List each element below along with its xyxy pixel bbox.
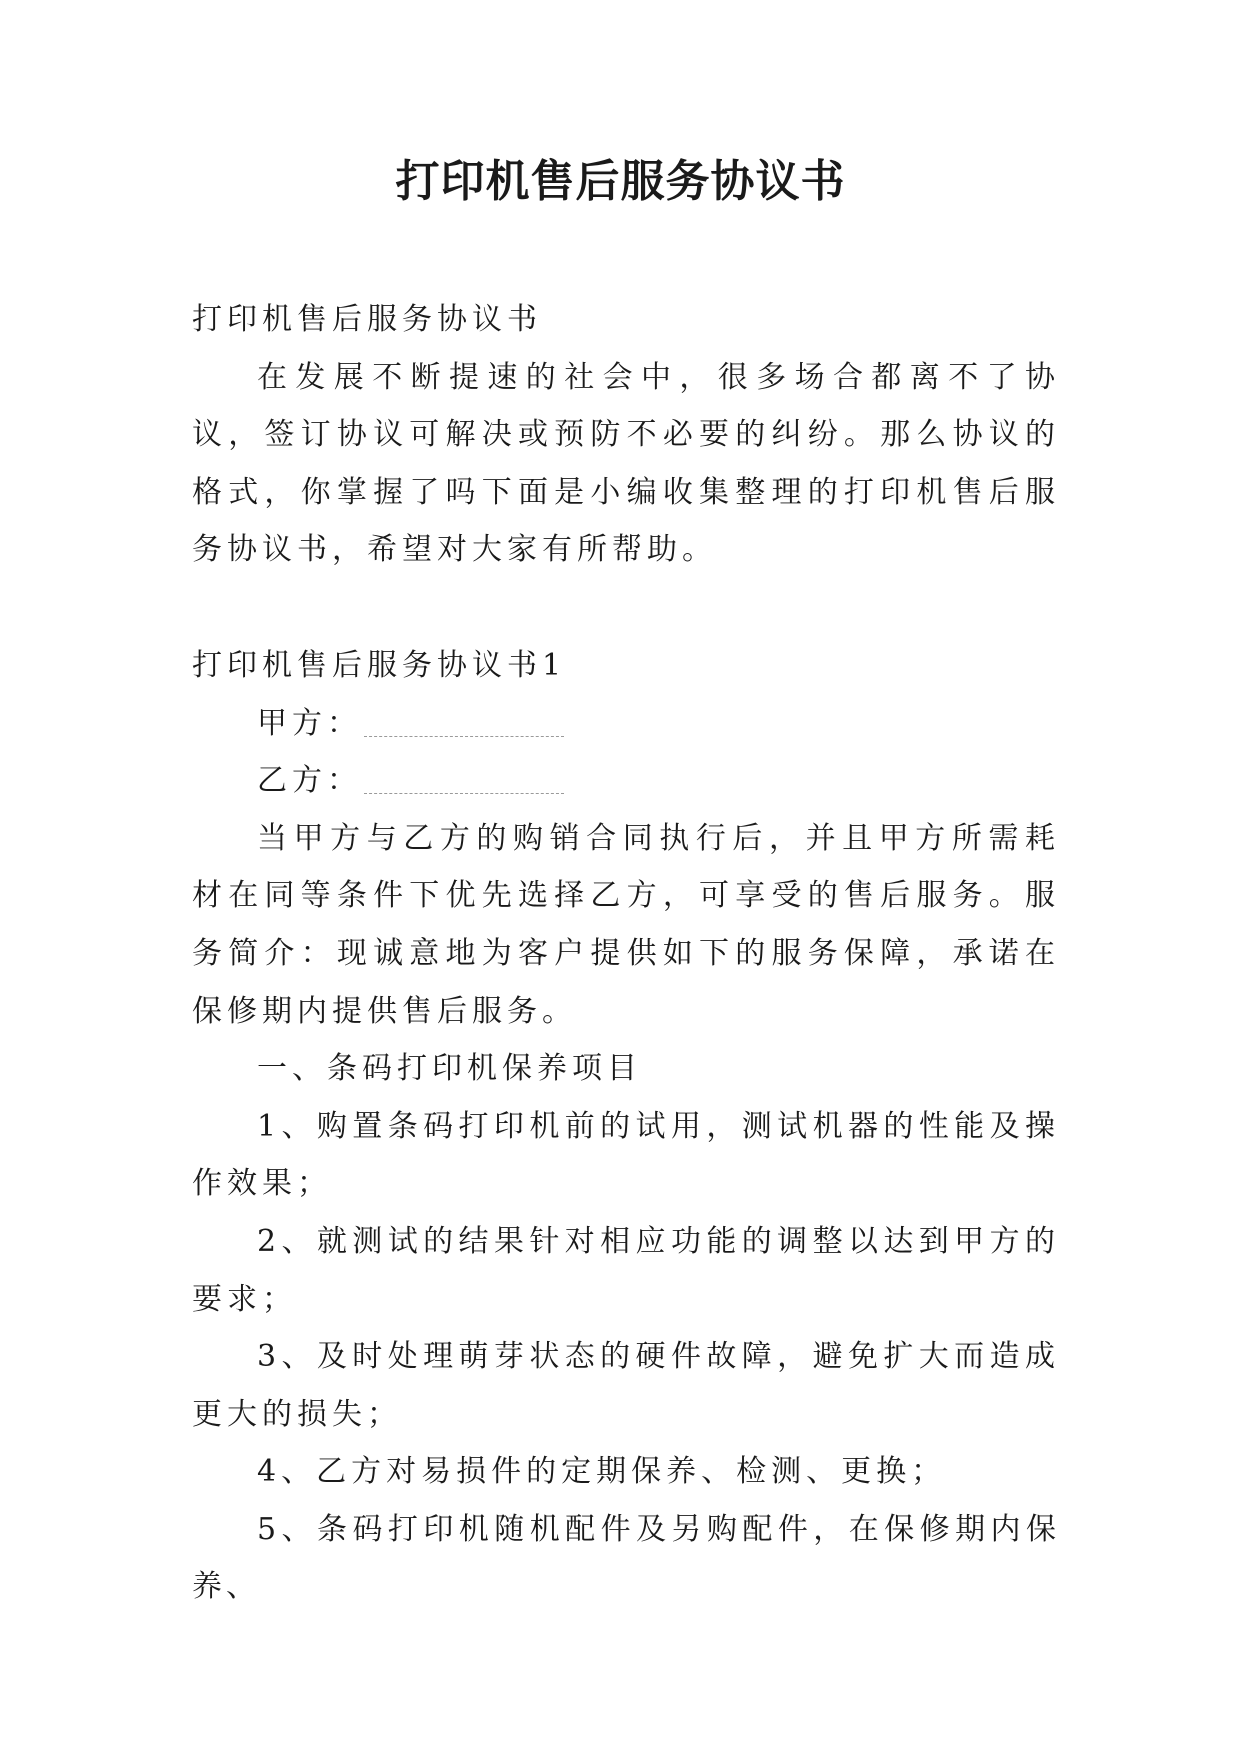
document-title: 打印机售后服务协议书 (395, 156, 846, 207)
party-b-line (192, 752, 1060, 810)
list-item: 1、购置条码打印机前的试用，测试机器的性能及操作效果； (192, 1108, 1060, 1202)
list-item: 2、就测试的结果针对相应功能的调整以达到甲方的要求； (192, 1223, 1060, 1317)
list-item: 5、条码打印机随机配件及另购配件，在保修期内保养、 (192, 1511, 1060, 1605)
party-b-blank (364, 763, 564, 794)
party-a-label: 甲方： (257, 705, 362, 741)
maintenance-heading: 一、条码打印机保养项目 (257, 1051, 642, 1087)
list-item: 4、乙方对易损件的定期保养、检测、更换； (257, 1454, 947, 1490)
party-a-line (192, 695, 1060, 753)
section-title: 打印机售后服务协议书1 (192, 647, 567, 683)
document-body (192, 291, 1060, 1616)
service-paragraph: 当甲方与乙方的购销合同执行后，并且甲方所需耗材在同等条件下优先选择乙方，可享受的售后服务。服务简介：现诚意地为客户提供如下的服务保障，承诺在保修期内提供售后服务。 (192, 820, 1060, 1029)
party-b-label: 乙方： (257, 763, 362, 799)
party-a-blank (364, 706, 564, 737)
list-item: 3、及时处理萌芽状态的硬件故障，避免扩大而造成更大的损失； (192, 1339, 1060, 1432)
document-subtitle: 打印机售后服务协议书 (192, 302, 542, 337)
intro-paragraph: 在发展不断提速的社会中，很多场合都离不了协议，签订协议可解决或预防不必要的纠纷。那么协议的格式，你掌握了吗下面是小编收集整理的打印机售后服务协议书，希望对大家有所帮助。 (192, 359, 1060, 568)
